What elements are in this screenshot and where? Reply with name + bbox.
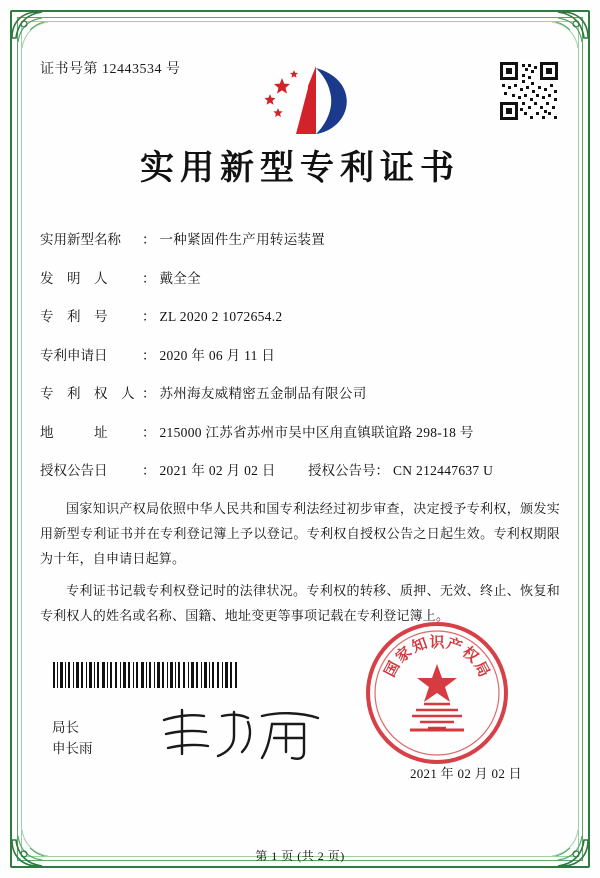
field-colon: ： (142, 309, 156, 324)
certificate-content (40, 38, 560, 838)
field-inventor (40, 272, 560, 286)
official-seal (362, 618, 512, 768)
field-value: 一种紧固件生产用转运装置 (159, 232, 326, 247)
field-label: 专利申请日 (40, 347, 108, 363)
field-grant-row (40, 464, 560, 478)
field-colon: ： (142, 386, 156, 401)
svg-text:家: 家 (393, 644, 416, 667)
field-value: CN 212447637 U (393, 463, 494, 478)
field-label: 授权公告号 (308, 463, 376, 478)
field-colon: ： (142, 463, 156, 478)
handwritten-signature (152, 702, 332, 766)
paragraph-grant-statement: 国家知识产权局依照中华人民共和国专利法经过初步审查，决定授予专利权，颁发实用新型专利证书并在专利登记簿上予以登记。专利权自授权公告之日起生效。专利权期限为十年，自申请日起算。 (40, 500, 560, 567)
field-label: 地 址 (40, 424, 108, 440)
field-application-date (40, 349, 560, 363)
field-value: 2020 年 06 月 11 日 (159, 347, 276, 363)
field-label: 专 利 号 (40, 309, 108, 324)
field-colon: ： (142, 232, 156, 247)
svg-text:权: 权 (458, 644, 481, 667)
field-value: 苏州海友威精密五金制品有限公司 (159, 386, 367, 401)
svg-text:产: 产 (444, 635, 464, 657)
field-label: 实用新型名称 (40, 232, 121, 247)
field-value: 2021 年 02 月 02 日 (159, 463, 276, 478)
field-grant-date (40, 464, 308, 478)
page-footer: 第 1 页 (共 2 页) (255, 849, 345, 863)
field-value: 215000 江苏省苏州市吴中区甪直镇联谊路 298-18 号 (159, 424, 474, 440)
field-colon: ： (375, 463, 389, 478)
page-title: 实用新型专利证书 (140, 150, 460, 187)
field-patent-number (40, 310, 560, 324)
signature-block (52, 718, 93, 760)
signature-role: 局长 (52, 720, 79, 736)
field-list (40, 233, 560, 478)
field-label: 授权公告日 (40, 463, 108, 478)
field-colon: ： (142, 270, 156, 286)
cnipa-logo-icon (258, 60, 358, 140)
field-value: 戴全全 (159, 270, 201, 286)
svg-text:局: 局 (470, 659, 492, 680)
svg-text:识: 识 (429, 635, 445, 651)
field-colon: ： (142, 347, 156, 363)
field-value: ZL 2020 2 1072654.2 (159, 309, 283, 324)
certificate-number: 证书号第 12443534 号 (40, 62, 181, 77)
field-address (40, 426, 560, 440)
qr-code (498, 60, 560, 122)
field-patentee (40, 387, 560, 401)
seal-date: 2021 年 02 月 02 日 (409, 766, 522, 781)
svg-text:知: 知 (410, 635, 430, 657)
field-grant-number (308, 464, 560, 478)
svg-text:国: 国 (382, 659, 404, 680)
field-label: 专 利 权 人 (40, 386, 135, 401)
field-label: 发 明 人 (40, 270, 108, 286)
field-invention-name (40, 233, 560, 247)
paragraph-register-statement: 专利证书记载专利权登记时的法律状况。专利权的转移、质押、无效、终止、恢复和专利权人的姓名或名称、国籍、地址变更等事项记载在专利登记簿上。 (40, 582, 560, 623)
barcode (52, 662, 238, 688)
signature-name: 申长雨 (52, 741, 93, 757)
field-colon: ： (142, 424, 156, 440)
